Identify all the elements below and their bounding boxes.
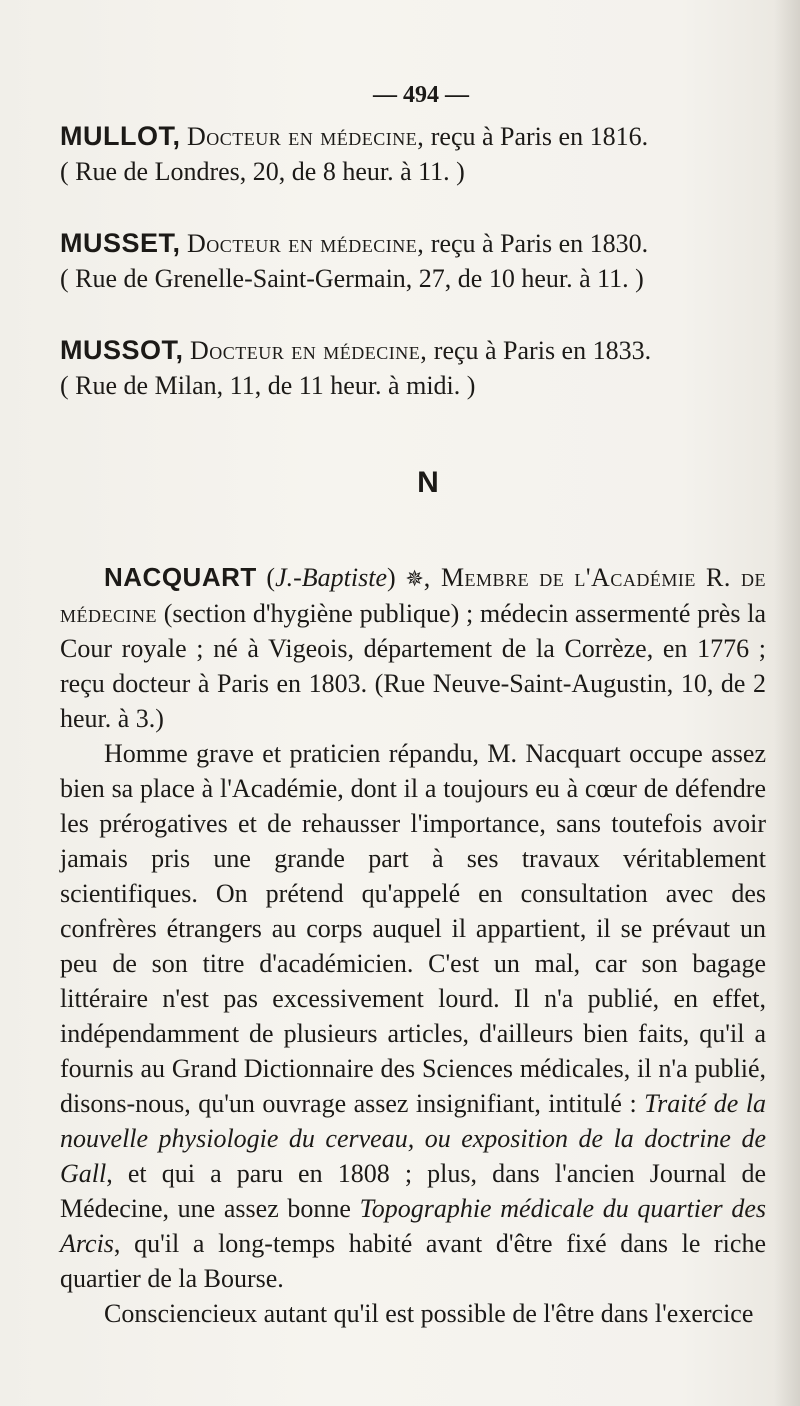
- book-title-topographie: Topographie médicale du quartier des Arcis: [60, 1194, 766, 1258]
- text-body: [60, 78, 766, 1331]
- entry-name: NACQUART: [104, 562, 257, 592]
- nacquart-intro: NACQUART (J.-Baptiste) ✵, Membre de l'Académie R. de médecine (section d'hygiène publique) ; médecin assermenté près la Cour royale ; né à Vigeois, département de la Corrèze, en 1776 ; reçu docteur à Paris en 1803. (Rue Neuve-Saint-Augustin, 10, de 2 heur. à 3.): [60, 562, 766, 733]
- legion-honneur-star-icon: ✵: [405, 566, 424, 591]
- entry-title: Docteur en médecine,: [190, 336, 428, 365]
- entry-title: Docteur en médecine,: [186, 122, 425, 151]
- entry-mussot: [60, 333, 766, 403]
- entry-name: MULLOT,: [60, 121, 181, 151]
- book-title-traite: Traité de la nouvelle physiologie du cerveau, ou exposition de la doctrine de Gall: [60, 1089, 766, 1188]
- entry-details: reçu à Paris en 1833.: [427, 336, 652, 365]
- entry-address: ( Rue de Milan, 11, de 11 heur. à midi. ): [60, 371, 476, 400]
- entry-mullot: [60, 119, 766, 189]
- entry-heading: [60, 226, 766, 261]
- entry-title: Docteur en médecine,: [187, 229, 425, 258]
- entry-nacquart: [60, 560, 766, 1331]
- letter-section-heading: N: [417, 466, 439, 499]
- entry-heading: [60, 119, 766, 154]
- entry-name: MUSSOT,: [60, 335, 184, 365]
- entry-address: ( Rue de Londres, 20, de 8 heur. à 11. ): [60, 157, 465, 186]
- given-name: J.-Baptiste: [275, 563, 388, 592]
- entry-details: (section d'hygiène publique) ; médecin assermenté près la Cour royale ; né à Vigeois, département de la Corrèze, en 1776 ; reçu docteur à Paris en 1803. (Rue Neuve-Saint-Augustin, 10, de 2 heur. à 3.): [60, 599, 766, 733]
- entry-title: , Membre de l'Académie R. de médecine: [60, 563, 766, 628]
- page-edge-shadow: [774, 0, 800, 1406]
- page-number: — 494 —: [373, 82, 469, 108]
- nacquart-paragraph-3: Consciencieux autant qu'il est possible de l'être dans l'exercice: [104, 1299, 754, 1328]
- entry-heading: [60, 333, 766, 368]
- entry-name: MUSSET,: [60, 228, 181, 258]
- entry-address: ( Rue de Grenelle-Saint-Germain, 27, de 10 heur. à 11. ): [60, 264, 644, 293]
- entry-details: reçu à Paris en 1830.: [424, 229, 649, 258]
- entry-details: reçu à Paris en 1816.: [424, 122, 649, 151]
- nacquart-paragraph-2: Homme grave et praticien répandu, M. Nacquart occupe assez bien sa place à l'Académie, dont il a toujours eu à cœur de défendre les prérogatives et de rehausser l'importance, sans toutefois avoir jamais pris une grande part à ses travaux véritablement scientifiques. On prétend qu'appelé en consultation avec des confrères étrangers au corps auquel il appartient, il se prévaut un peu de son titre d'académicien. C'est un mal, car son bagage littéraire n'est pas excessivement lourd. Il n'a publié, en effet, indépendamment de plusieurs articles, d'ailleurs bien faits, qu'il a fournis au Grand Dictionnaire des Sciences médicales, il n'a publié, disons-nous, qu'un ouvrage assez insignifiant, intitulé : Traité de la nouvelle physiologie du cerveau, ou exposition de la doctrine de Gall, et qui a paru en 1808 ; plus, dans l'ancien Journal de Médecine, une assez bonne Topographie médicale du quartier des Arcis, qu'il a long-temps habité avant d'être fixé dans le riche quartier de la Bourse.: [60, 739, 766, 1293]
- entry-musset: [60, 226, 766, 296]
